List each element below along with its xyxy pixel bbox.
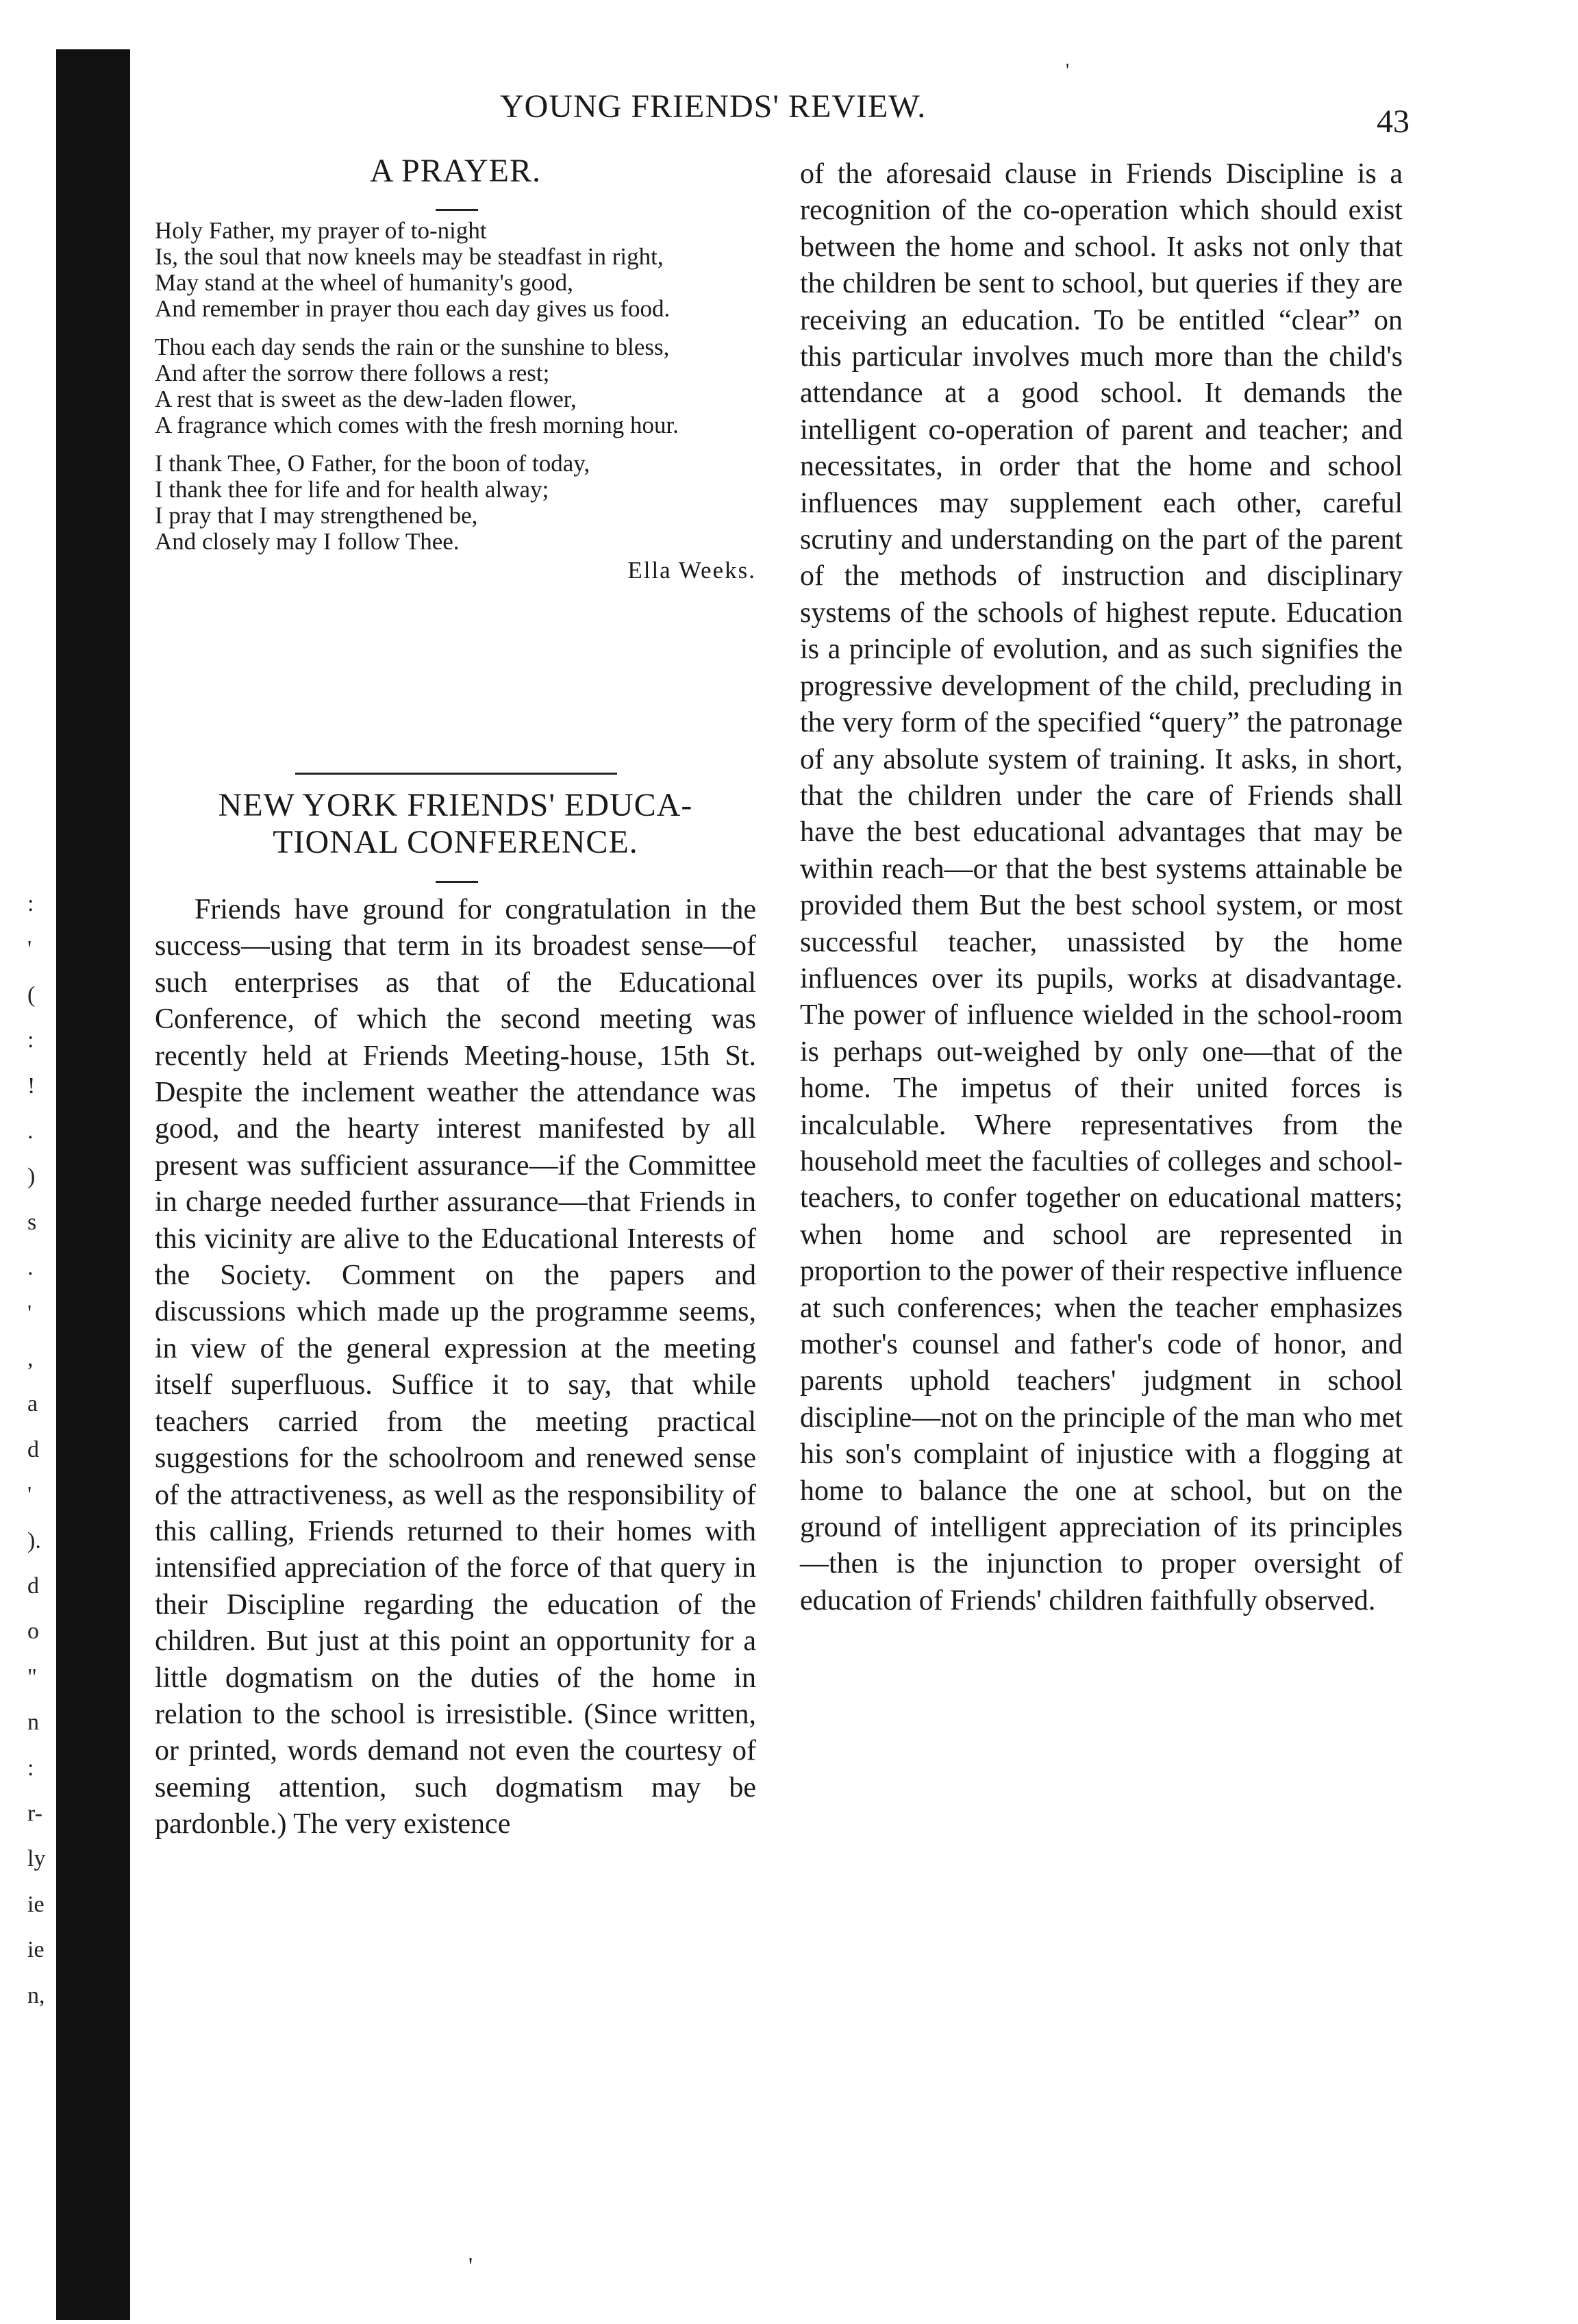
- margin-fragment: ': [27, 1482, 32, 1508]
- margin-fragment: :: [27, 1756, 34, 1781]
- margin-fragment: :: [27, 891, 34, 916]
- margin-fragment: :: [27, 1027, 34, 1053]
- margin-fragment: n: [27, 1710, 39, 1735]
- stanza: [155, 218, 756, 322]
- article-paragraph: Friends have ground for congratulation in the success—using that term in its broadest sense—of such enterprises as that of the Educational Conference, of which the second meeting was recently held at Friends Meeting-house, 15th St. Despite the inclement weather the attendance was good, and the hearty interest manifested by all present was sufficient assurance—if the Committee in charge needed further assurance—that Friends in this vicinity are alive to the Educational Interests of the Society. Comment on the papers and discussions which made up the programme seems, in view of the general expression at the meeting itself superfluous. Suffice it to say, that while teachers carried from the meeting practical suggestions for the schoolroom and renewed sense of the attractiveness, as well as the responsibility of this calling, Friends returned to their homes with intensified appreciation of the force of that query in their Discipline regarding the education of the children. But just at this point an opportunity for a little dogmatism on the duties of the home in relation to the school is irresistible. (Since written, or printed, words demand not even the courtesy of seeming attention, such dogmatism may be pardonble.) The very existence: [155, 894, 756, 1840]
- margin-fragment: ): [27, 1164, 36, 1189]
- poem-line: I thank Thee, O Father, for the boon of today,: [155, 450, 590, 477]
- poem-line: And after the sorrow there follows a rest;: [155, 360, 550, 386]
- margin-fragment: n,: [27, 1983, 45, 2008]
- poem-line: Holy Father, my prayer of to-night: [155, 217, 487, 244]
- stanza: [155, 451, 756, 555]
- article-paragraph: of the aforesaid clause in Friends Discipline is a recognition of the co-operation which should exist between the home and school. It asks not only that the children be sent to school, but queries if they are receiving an education. To be entitled “clear” on this particular involves much more than the child's attendance at a good school. It demands the intelligent co-operation of parent and teacher; and necessitates, in order that the home and school influences may supplement each other, careful scrutiny and understanding on the part of the parent of the methods of instruction and disciplinary systems of the schools of highest repute. Education is a principle of evolution, and as such signifies the progressive development of the child, precluding in the very form of the specified “query” the patronage of any absolute system of training. It asks, in short, that the children under the care of Friends shall have the best educational advantages that may be within reach—or that the best systems attainable be provided them But the best school system, or most successful teacher, unassisted by the home influences over its pupils, works at disadvantage. The power of influence wielded in the school-room is perhaps out-weighed by only one—that of the home. The impetus of their united forces is incalculable. Where representatives from the household meet the faculties of colleges and school-teachers, to confer together on educational matters; when home and school are represented in proportion to the power of their respective influence at such conferences; when the teacher emphasizes mother's counsel and father's code of honor, and parents uphold teachers' judgment in school discipline—not on the principle of the man who met his son's complaint of injustice with a flogging at home to balance the one at school, but on the ground of intelligent appreciation of its principles —then is the injunction to proper oversight of education of Friends' children faithfully observed.: [800, 158, 1403, 1616]
- page-number: 43: [1377, 103, 1410, 140]
- poem-title: A PRAYER.: [370, 153, 541, 189]
- margin-fragment: ie: [27, 1937, 45, 1962]
- stanza: [155, 334, 756, 438]
- print-speck: ': [468, 2253, 473, 2279]
- poem-line: May stand at the wheel of humanity's good,: [155, 269, 573, 296]
- article-text-left: [155, 892, 756, 1843]
- margin-fragment: ,: [27, 1346, 34, 1371]
- margin-fragment: s: [27, 1210, 37, 1235]
- poem-line: A rest that is sweet as the dew-laden flower,: [155, 386, 577, 412]
- poem-line: Thou each day sends the rain or the sunshine to bless,: [155, 334, 670, 360]
- margin-fragment: (: [27, 982, 36, 1008]
- article-title-line1: NEW YORK FRIENDS' EDUCA-: [218, 787, 693, 823]
- margin-fragment: d: [27, 1437, 39, 1462]
- poem-line: And remember in prayer thou each day gives us food.: [155, 295, 671, 322]
- margin-fragment: ': [27, 936, 32, 962]
- margin-fragment: d: [27, 1573, 39, 1599]
- article-title-line2: TIONAL CONFERENCE.: [273, 824, 638, 860]
- margin-fragment: ly: [27, 1846, 46, 1871]
- poem-line: A fragrance which comes with the fresh morning hour.: [155, 412, 679, 438]
- margin-fragment: o: [27, 1619, 39, 1644]
- poem-author: Ella Weeks.: [627, 557, 756, 584]
- print-speck: ': [1066, 60, 1070, 82]
- poem-body: [155, 218, 756, 584]
- margin-fragment: r-: [27, 1801, 42, 1826]
- margin-fragment: !: [27, 1073, 36, 1099]
- poem-line: I thank thee for life and for health alway;: [155, 476, 549, 503]
- margin-fragment: ).: [27, 1528, 41, 1553]
- title-rule: [436, 881, 478, 883]
- section-rule: [295, 773, 617, 775]
- margin-fragments: [27, 890, 110, 2055]
- margin-fragment: a: [27, 1391, 38, 1416]
- poem-line: And closely may I follow Thee.: [155, 528, 460, 555]
- margin-fragment: .: [27, 1255, 34, 1280]
- margin-fragment: ": [27, 1664, 37, 1690]
- title-rule: [436, 209, 478, 211]
- margin-fragment: ie: [27, 1892, 45, 1917]
- poem-line: Is, the soul that now kneels may be steadfast in right,: [155, 243, 664, 270]
- poem-line: I pray that I may strengthened be,: [155, 502, 478, 529]
- margin-fragment: .: [27, 1119, 34, 1144]
- margin-fragment: ': [27, 1301, 32, 1326]
- running-head: YOUNG FRIENDS' REVIEW.: [500, 88, 927, 125]
- article-text-right: [800, 156, 1403, 1619]
